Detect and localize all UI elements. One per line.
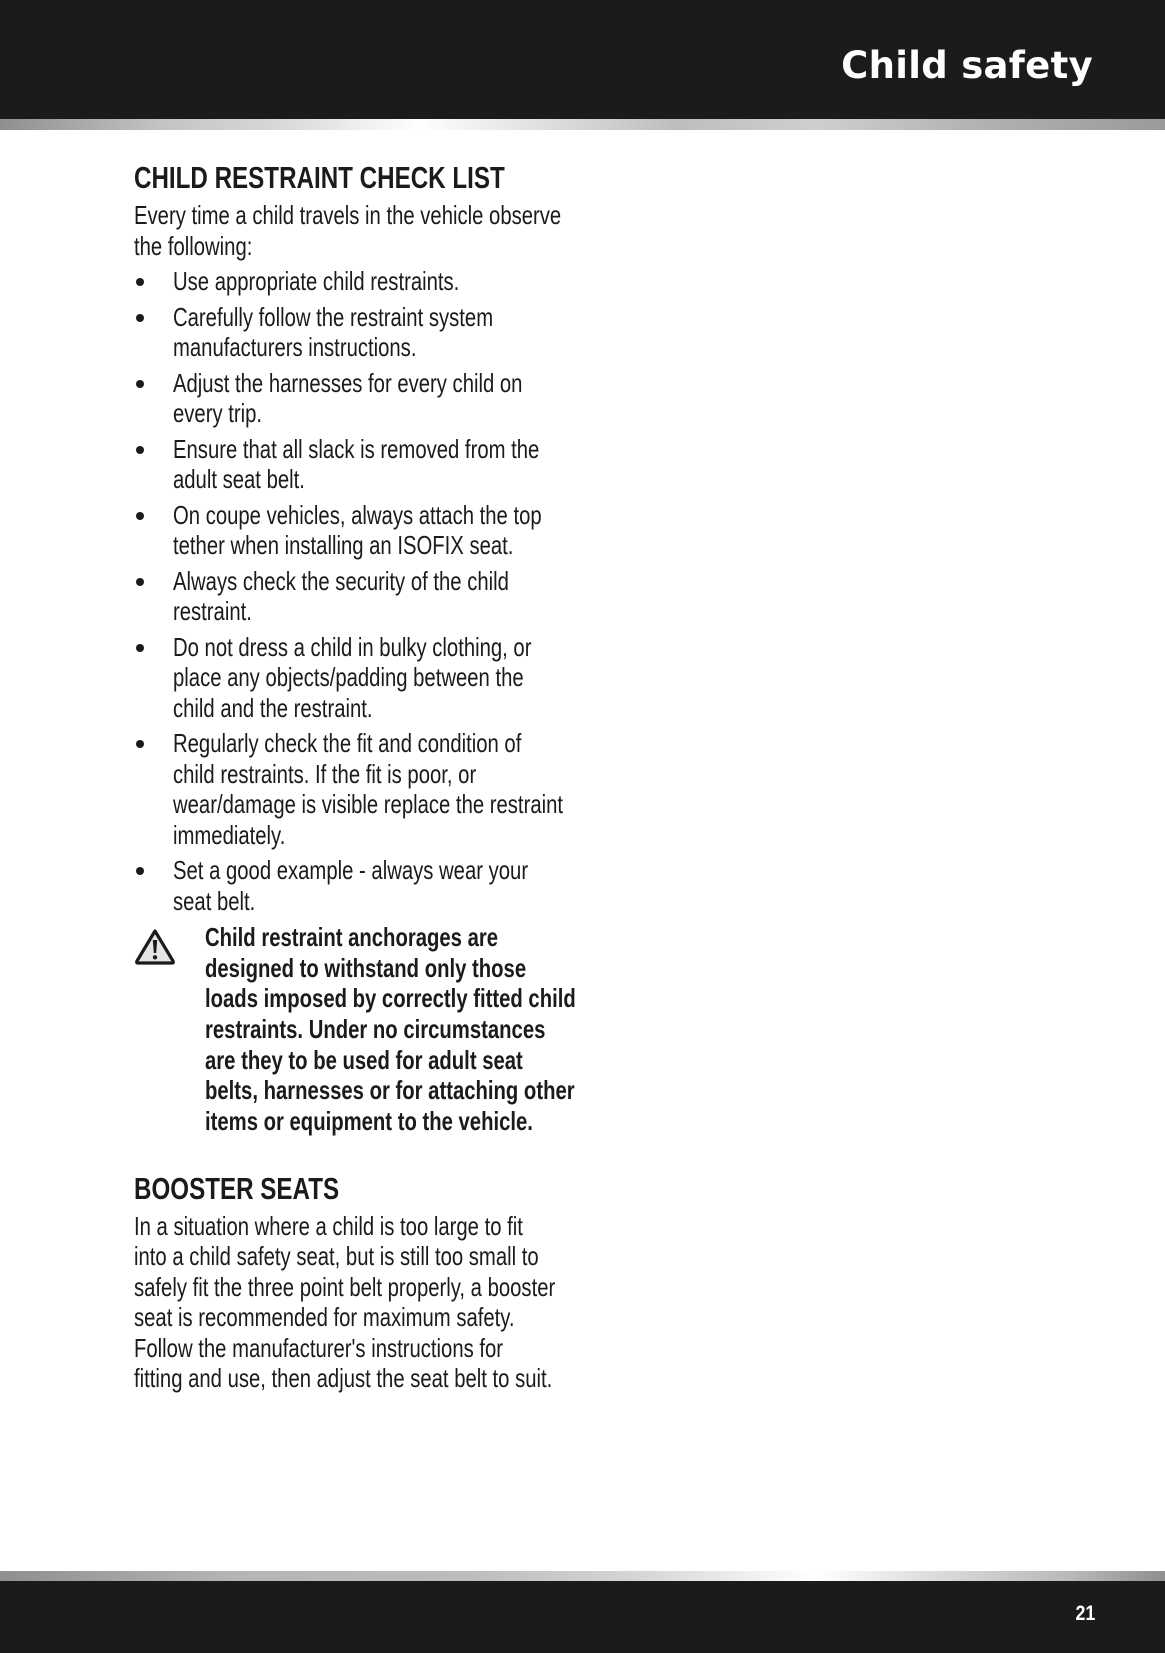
bullet-icon (136, 578, 144, 586)
warning-triangle-icon (134, 928, 176, 966)
checklist-item: Set a good example - always wear your seat belt. (134, 855, 604, 916)
paragraph-line: seat is recommended for maximum safety. (134, 1302, 515, 1333)
page-header-bar (0, 0, 1165, 119)
checklist-item: Carefully follow the restraint system manufacturers instructions. (134, 302, 604, 363)
main-column (134, 160, 604, 1394)
page-number: 21 (1075, 1602, 1095, 1625)
warning-line: restraints. Under no circumstances (205, 1014, 546, 1045)
bullet-icon (136, 644, 144, 652)
bullet-icon (136, 446, 144, 454)
bullet-icon (136, 867, 144, 875)
warning-line: are they to be used for adult seat (205, 1044, 523, 1075)
footer-divider-strip (0, 1571, 1165, 1581)
warning-line: items or equipment to the vehicle. (205, 1106, 533, 1137)
warning-line: Child restraint anchorages are (205, 922, 499, 952)
booster-seats-section (134, 1171, 604, 1394)
paragraph-line: safely fit the three point belt properly, a booster (134, 1271, 556, 1302)
paragraph-line: Follow the manufacturer's instructions for (134, 1332, 504, 1363)
warning-line: loads imposed by correctly fitted child (205, 983, 576, 1014)
section-heading-checklist: CHILD RESTRAINT CHECK LIST (134, 160, 505, 195)
checklist-item: On coupe vehicles, always attach the top tether when installing an ISOFIX seat. (134, 500, 604, 561)
checklist-bullets (134, 266, 604, 916)
checklist-item: Regularly check the fit and condition of child restraints. If the fit is poor, or wear/damage is visible replace the restraint immediately. (134, 728, 604, 850)
warning-line: designed to withstand only those (205, 952, 527, 983)
checklist-item: Adjust the harnesses for every child on every trip. (134, 368, 604, 429)
checklist-item: Do not dress a child in bulky clothing, or place any objects/padding between the child and the restraint. (134, 632, 604, 724)
intro-line: the following: (134, 230, 253, 261)
bullet-icon (136, 740, 144, 748)
paragraph-line: into a child safety seat, but is still too small to (134, 1241, 539, 1272)
bullet-icon (136, 380, 144, 388)
checklist-section (134, 160, 604, 1137)
header-divider-strip (0, 119, 1165, 130)
bullet-icon (136, 314, 144, 322)
warning-line: belts, harnesses or for attaching other (205, 1075, 575, 1106)
checklist-item: Use appropriate child restraints. (134, 266, 604, 297)
booster-paragraph (134, 1211, 604, 1394)
intro-line: Every time a child travels in the vehicle observe (134, 200, 562, 230)
bullet-icon (136, 512, 144, 520)
page-footer-bar (0, 1581, 1165, 1653)
checklist-item: Always check the security of the child restraint. (134, 566, 604, 627)
section-heading-booster: BOOSTER SEATS (134, 1170, 340, 1206)
checklist-item: Ensure that all slack is removed from the adult seat belt. (134, 434, 604, 495)
paragraph-line: fitting and use, then adjust the seat belt to suit. (134, 1363, 553, 1394)
paragraph-line: In a situation where a child is too large to fit (134, 1210, 523, 1241)
warning-callout (134, 922, 604, 1137)
bullet-icon (136, 278, 144, 286)
checklist-intro (134, 200, 604, 261)
chapter-title: Child safety (841, 44, 1093, 87)
